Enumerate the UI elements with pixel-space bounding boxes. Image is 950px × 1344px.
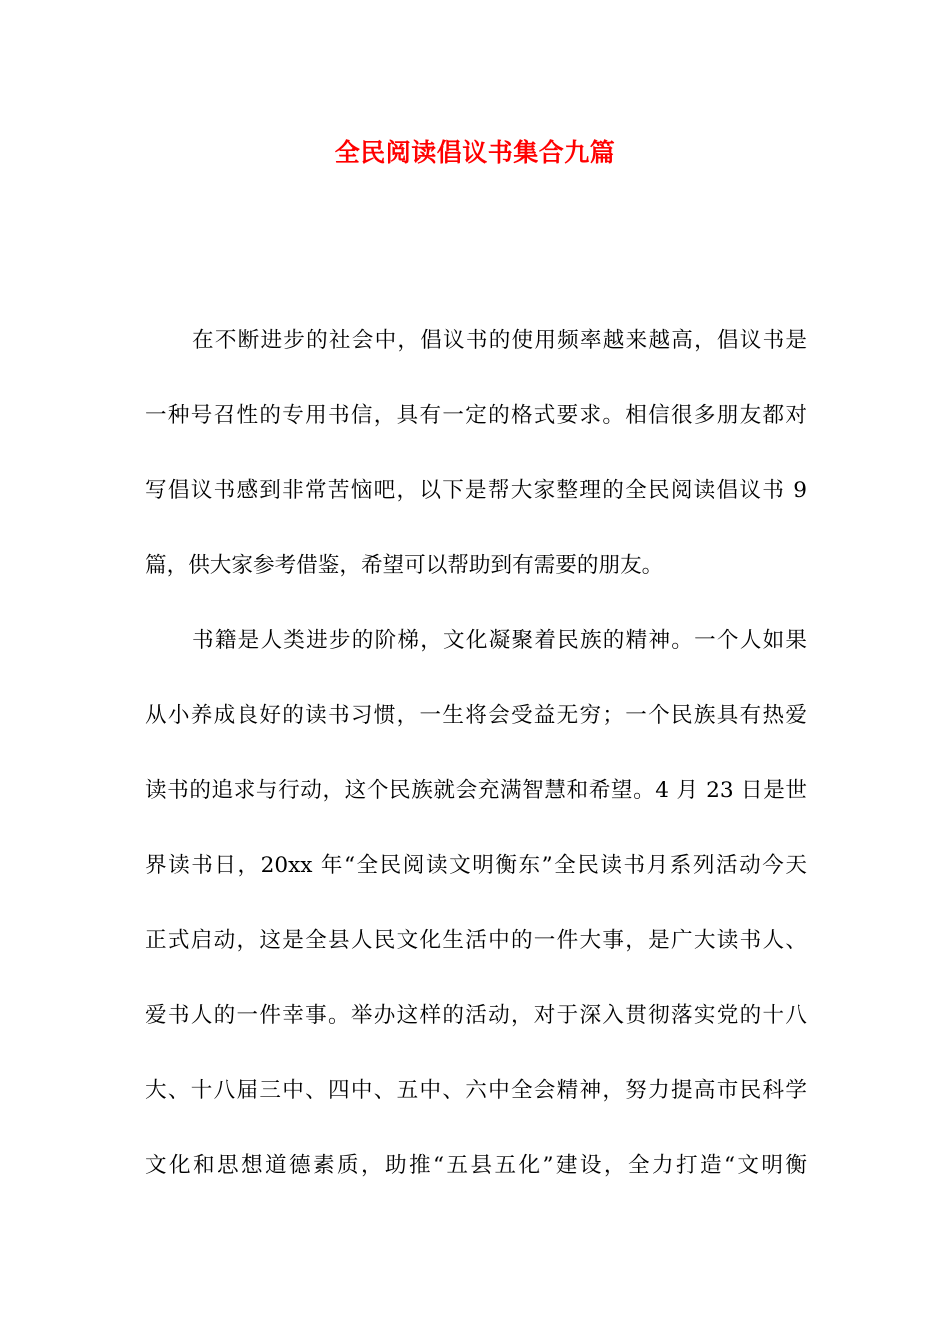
paragraph-line: 大、十八届三中、四中、五中、六中全会精神，努力提高市民科学	[145, 1078, 807, 1103]
paragraph-line: 一种号召性的专用书信，具有一定的格式要求。相信很多朋友都对	[145, 403, 807, 428]
paragraph-intro	[145, 320, 807, 620]
paragraph-line: 从小养成良好的读书习惯，一生将会受益无穷；一个民族具有热爱	[145, 703, 807, 728]
paragraph-line: 正式启动，这是全县人民文化生活中的一件大事，是广大读书人、	[145, 928, 807, 953]
paragraph-line: 读书的追求与行动，这个民族就会充满智慧和希望。4 月 23 日是世	[145, 778, 807, 803]
paragraph-line: 在不断进步的社会中，倡议书的使用频率越来越高，倡议书是	[192, 328, 807, 353]
paragraph-line: 文化和思想道德素质，助推“五县五化”建设，全力打造“文明衡	[145, 1153, 807, 1178]
paragraph-main	[145, 620, 807, 1220]
paragraph-line: 界读书日，20xx 年“全民阅读文明衡东”全民读书月系列活动今天	[145, 853, 807, 878]
document-title: 全民阅读倡议书集合九篇	[334, 138, 616, 167]
paragraph-line: 篇，供大家参考借鉴，希望可以帮助到有需要的朋友。	[145, 553, 664, 578]
paragraph-line: 写倡议书感到非常苦恼吧，以下是帮大家整理的全民阅读倡议书 9	[145, 478, 807, 503]
paragraph-line: 书籍是人类进步的阶梯，文化凝聚着民族的精神。一个人如果	[192, 628, 807, 653]
document-body	[145, 320, 807, 1220]
paragraph-line: 爱书人的一件幸事。举办这样的活动，对于深入贯彻落实党的十八	[145, 1003, 807, 1028]
